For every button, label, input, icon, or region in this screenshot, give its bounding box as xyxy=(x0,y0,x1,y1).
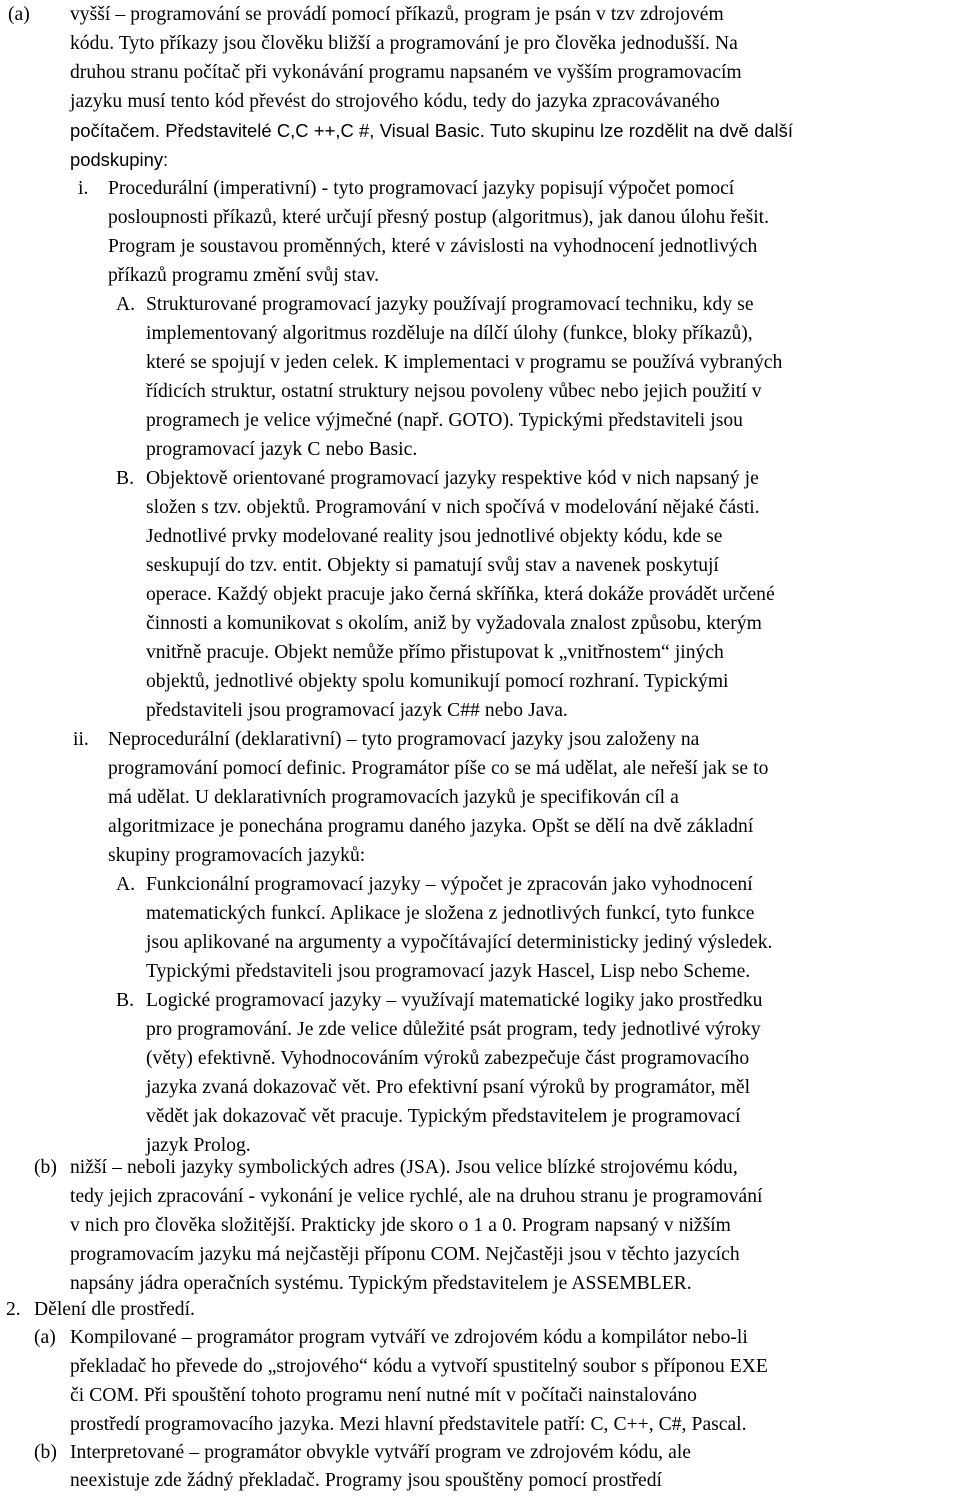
paragraph-line: napsány jádra operačních systému. Typickým představitelem je ASSEMBLER. xyxy=(70,1273,692,1294)
paragraph-line: druhou stranu počítač při vykonávání programu napsaném ve vyšším programovacím xyxy=(70,62,742,83)
paragraph-line: Kompilované – programátor program vytváří ve zdrojovém kódu a kompilátor nebo-li xyxy=(70,1327,748,1348)
paragraph-line: či COM. Při spouštění tohoto programu není nutné mít v počítači nainstalováno xyxy=(70,1385,697,1406)
paragraph-line: seskupují do tzv. entit. Objekty si pamatují svůj stav a navenek poskytují xyxy=(146,555,719,576)
paragraph-line: tedy jejich zpracování - vykonání je velice rychlé, ale na druhou stranu je programování xyxy=(70,1186,763,1207)
list-marker: (b) xyxy=(34,1157,57,1178)
paragraph-line: Jednotlivé prvky modelované reality jsou jednotlivé objekty kódu, kde se xyxy=(146,526,723,547)
paragraph-line: Program je soustavou proměnných, které v závislosti na vyhodnocení jednotlivých xyxy=(108,236,758,257)
paragraph-line: objektů, jednotlivé objekty spolu komunikují pomocí rozhraní. Typickými xyxy=(146,671,729,692)
list-marker: A. xyxy=(116,874,136,895)
paragraph-line: jsou aplikované na argumenty a vypočítávající deterministicky jediný výsledek. xyxy=(146,932,773,953)
paragraph-line: představiteli jsou programovací jazyk C## nebo Java. xyxy=(146,700,568,721)
paragraph-line: nižší – neboli jazyky symbolických adres (JSA). Jsou velice blízké strojovému kódu, xyxy=(70,1157,738,1178)
paragraph-line: kódu. Tyto příkazy jsou člověku bližší a programování je pro člověka jednodušší. Na xyxy=(70,33,738,54)
list-marker: (a) xyxy=(34,1327,56,1348)
paragraph-line: Interpretované – programátor obvykle vytváří program ve zdrojovém kódu, ale xyxy=(70,1442,691,1463)
paragraph-line: programech je velice výjmečné (např. GOTO). Typickými představiteli jsou xyxy=(146,410,743,431)
list-marker: B. xyxy=(116,990,134,1011)
paragraph-line: Objektově orientované programovací jazyky respektive kód v nich napsaný je xyxy=(146,468,759,489)
list-marker: (b) xyxy=(34,1442,57,1463)
paragraph-line: vyšší – programování se provádí pomocí příkazů, program je psán v tzv zdrojovém xyxy=(70,4,724,25)
paragraph-line: (věty) efektivně. Vyhodnocováním výroků zabezpečuje část programovacího xyxy=(146,1048,750,1069)
paragraph-line: neexistuje zde žádný překladač. Programy jsou spouštěny pomocí prostředí xyxy=(70,1470,662,1491)
paragraph-line: jazyku musí tento kód převést do strojového kódu, tedy do jazyka zpracovávaného xyxy=(70,91,720,112)
paragraph-line: programování pomocí definic. Programátor píše co se má udělat, ale neřeší jak se to xyxy=(108,758,769,779)
paragraph-line: Strukturované programovací jazyky používají programovací techniku, kdy se xyxy=(146,294,754,315)
paragraph-line: pro programování. Je zde velice důležité psát program, tedy jednotlivé výroky xyxy=(146,1019,761,1040)
paragraph-line: Logické programovací jazyky – využívají matematické logiky jako prostředku xyxy=(146,990,763,1011)
paragraph-line: jazyka zvaná dokazovač vět. Pro efektivní psaní výroků by programátor, měl xyxy=(146,1077,751,1098)
paragraph-line: jazyk Prolog. xyxy=(146,1135,251,1156)
list-marker: i. xyxy=(78,178,89,199)
paragraph-line: příkazů programu změní svůj stav. xyxy=(108,265,380,286)
paragraph-line: skupiny programovacích jazyků: xyxy=(108,845,366,866)
paragraph-line: řídicích struktur, ostatní struktury nejsou povoleny vůbec nebo jejich použití v xyxy=(146,381,762,402)
paragraph-line: implementovaný algoritmus rozděluje na dílčí úlohy (funkce, bloky příkazů), xyxy=(146,323,753,344)
paragraph-line: Funkcionální programovací jazyky – výpočet je zpracován jako vyhodnocení xyxy=(146,874,753,895)
paragraph-line: matematických funkcí. Aplikace je složena z jednotlivých funkcí, tyto funkce xyxy=(146,903,755,924)
paragraph-line: prostředí programovacího jazyka. Mezi hlavní představitele patří: C, C++, C#, Pascal. xyxy=(70,1414,747,1435)
paragraph-line: vědět jak dokazovač vět pracuje. Typickým představitelem je programovací xyxy=(146,1106,741,1127)
paragraph-line: algoritmizace je ponechána programu daného jazyka. Opšt se dělí na dvě základní xyxy=(108,816,754,837)
paragraph-line: složen s tzv. objektů. Programování v nich spočívá v modelování nějaké části. xyxy=(146,497,760,518)
paragraph-line: činnosti a komunikovat s okolím, aniž by vyžadovala znalost způsobu, kterým xyxy=(146,613,762,634)
paragraph-line: Neprocedurální (deklarativní) – tyto programovací jazyky jsou založeny na xyxy=(108,729,700,750)
paragraph-line: operace. Každý objekt pracuje jako černá skříňka, která dokáže provádět určené xyxy=(146,584,775,605)
paragraph-line: které se spojují v jeden celek. K implementaci v programu se používá vybraných xyxy=(146,352,783,373)
paragraph-line: Procedurální (imperativní) - tyto programovací jazyky popisují výpočet pomocí xyxy=(108,178,735,199)
paragraph-line: posloupnosti příkazů, které určují přesný postup (algoritmus), jak danou úlohu řešit. xyxy=(108,207,769,228)
paragraph-line: programovacím jazyku má nejčastěji příponu COM. Nejčastěji jsou v těchto jazycích xyxy=(70,1244,740,1265)
list-marker: 2. xyxy=(6,1299,21,1320)
paragraph-line: počítačem. Představitelé C,C ++,C #, Visual Basic. Tuto skupinu lze rozdělit na dvě další xyxy=(70,120,793,141)
paragraph-line: vnitřně pracuje. Objekt nemůže přímo přistupovat k „vnitřnostem“ jiných xyxy=(146,642,724,663)
list-marker: B. xyxy=(116,468,134,489)
list-marker: (a) xyxy=(8,4,30,25)
paragraph-line: Typickými představiteli jsou programovací jazyk Hascel, Lisp nebo Scheme. xyxy=(146,961,751,982)
paragraph-line: má udělat. U deklarativních programovacích jazyků je specifikován cíl a xyxy=(108,787,679,808)
section-heading: Dělení dle prostředí. xyxy=(34,1299,195,1320)
paragraph-line: v nich pro člověka složitější. Prakticky jde skoro o 1 a 0. Program napsaný v nižším xyxy=(70,1215,731,1236)
paragraph-line: programovací jazyk C nebo Basic. xyxy=(146,439,418,460)
list-marker: ii. xyxy=(73,729,89,750)
list-marker: A. xyxy=(116,294,136,315)
paragraph-line: překladač ho převede do „strojového“ kódu a vytvoří spustitelný soubor s příponou EXE xyxy=(70,1356,768,1377)
paragraph-line: podskupiny: xyxy=(70,149,169,170)
